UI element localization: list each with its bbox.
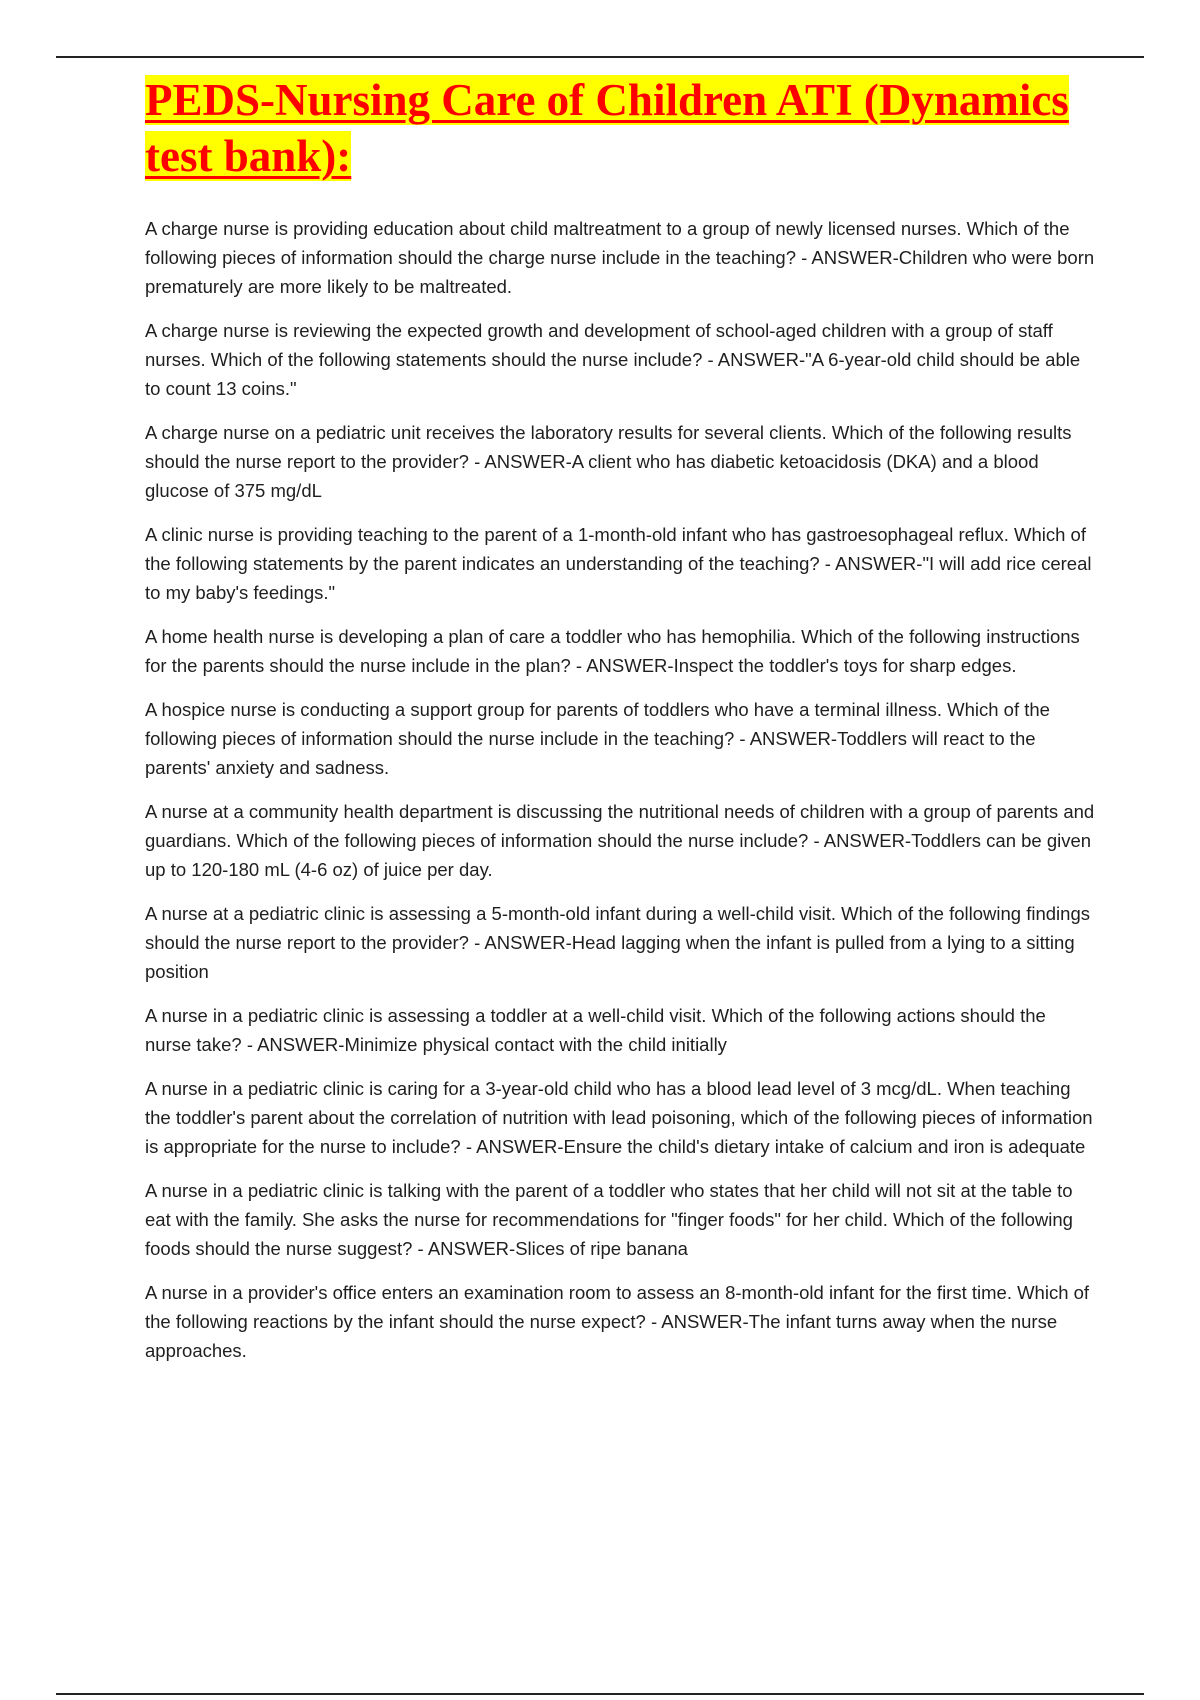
bottom-rule	[56, 1693, 1144, 1695]
qa-item-7: A nurse at a community health department is discussing the nutritional needs of children with a group of parents and guardians. Which of the following pieces of information should the nurse include? - ANSWER-Toddlers can be given up to 120-180 mL (4-6 oz) of juice per day.	[145, 801, 1095, 880]
qa-item-2: A charge nurse is reviewing the expected growth and development of school-aged children with a group of staff nurses. Which of the following statements should the nurse include? - ANSWER-"A 6-year-old child should be able to count 13 coins."	[145, 320, 1081, 399]
title-highlight: PEDS-Nursing Care of Children ATI (Dynamics test bank):	[145, 75, 1069, 181]
document-page	[145, 72, 1095, 1380]
qa-item-6: A hospice nurse is conducting a support group for parents of toddlers who have a terminal illness. Which of the following pieces of information should the nurse include in the teaching? - ANSWER-Toddlers will react to the parents' anxiety and sadness.	[145, 699, 1050, 778]
qa-item-1: A charge nurse is providing education about child maltreatment to a group of newly licensed nurses. Which of the following pieces of information should the charge nurse include in the teaching? - ANSWER-Children who were born prematurely are more likely to be maltreated.	[145, 218, 1095, 297]
qa-item-5: A home health nurse is developing a plan of care a toddler who has hemophilia. Which of the following instructions for the parents should the nurse include in the plan? - ANSWER-Inspect the toddler's toys for sharp edges.	[145, 626, 1080, 676]
qa-item-4: A clinic nurse is providing teaching to the parent of a 1-month-old infant who has gastroesophageal reflux. Which of the following statements by the parent indicates an understanding of the teaching? - ANSWER-"I will add rice cereal to my baby's feedings."	[145, 524, 1092, 603]
qa-item-10: A nurse in a pediatric clinic is caring for a 3-year-old child who has a blood lead level of 3 mcg/dL. When teaching the toddler's parent about the correlation of nutrition with lead poisoning, which of the following pieces of information is appropriate for the nurse to include? - ANSWER-Ensure the child's dietary intake of calcium and iron is adequate	[145, 1078, 1093, 1157]
qa-item-11: A nurse in a pediatric clinic is talking with the parent of a toddler who states that her child will not sit at the table to eat with the family. She asks the nurse for recommendations for "finger foods" for her child. Which of the following foods should the nurse suggest? - ANSWER-Slices of ripe banana	[145, 1180, 1073, 1259]
qa-item-12: A nurse in a provider's office enters an examination room to assess an 8-month-old infant for the first time. Which of the following reactions by the infant should the nurse expect? - ANSWER-The infant turns away when the nurse approaches.	[145, 1282, 1090, 1361]
top-rule	[56, 56, 1144, 58]
qa-item-9: A nurse in a pediatric clinic is assessing a toddler at a well-child visit. Which of the following actions should the nurse take? - ANSWER-Minimize physical contact with the child initially	[145, 1005, 1046, 1055]
qa-item-8: A nurse at a pediatric clinic is assessing a 5-month-old infant during a well-child visit. Which of the following findings should the nurse report to the provider? - ANSWER-Head lagging when the infant is pulled from a lying to a sitting position	[145, 903, 1090, 982]
qa-item-3: A charge nurse on a pediatric unit receives the laboratory results for several clients. Which of the following results should the nurse report to the provider? - ANSWER-A client who has diabetic ketoacidosis (DKA) and a blood glucose of 375 mg/dL	[145, 422, 1072, 501]
question-answer-list	[145, 214, 1095, 1365]
document-title	[145, 72, 1095, 184]
